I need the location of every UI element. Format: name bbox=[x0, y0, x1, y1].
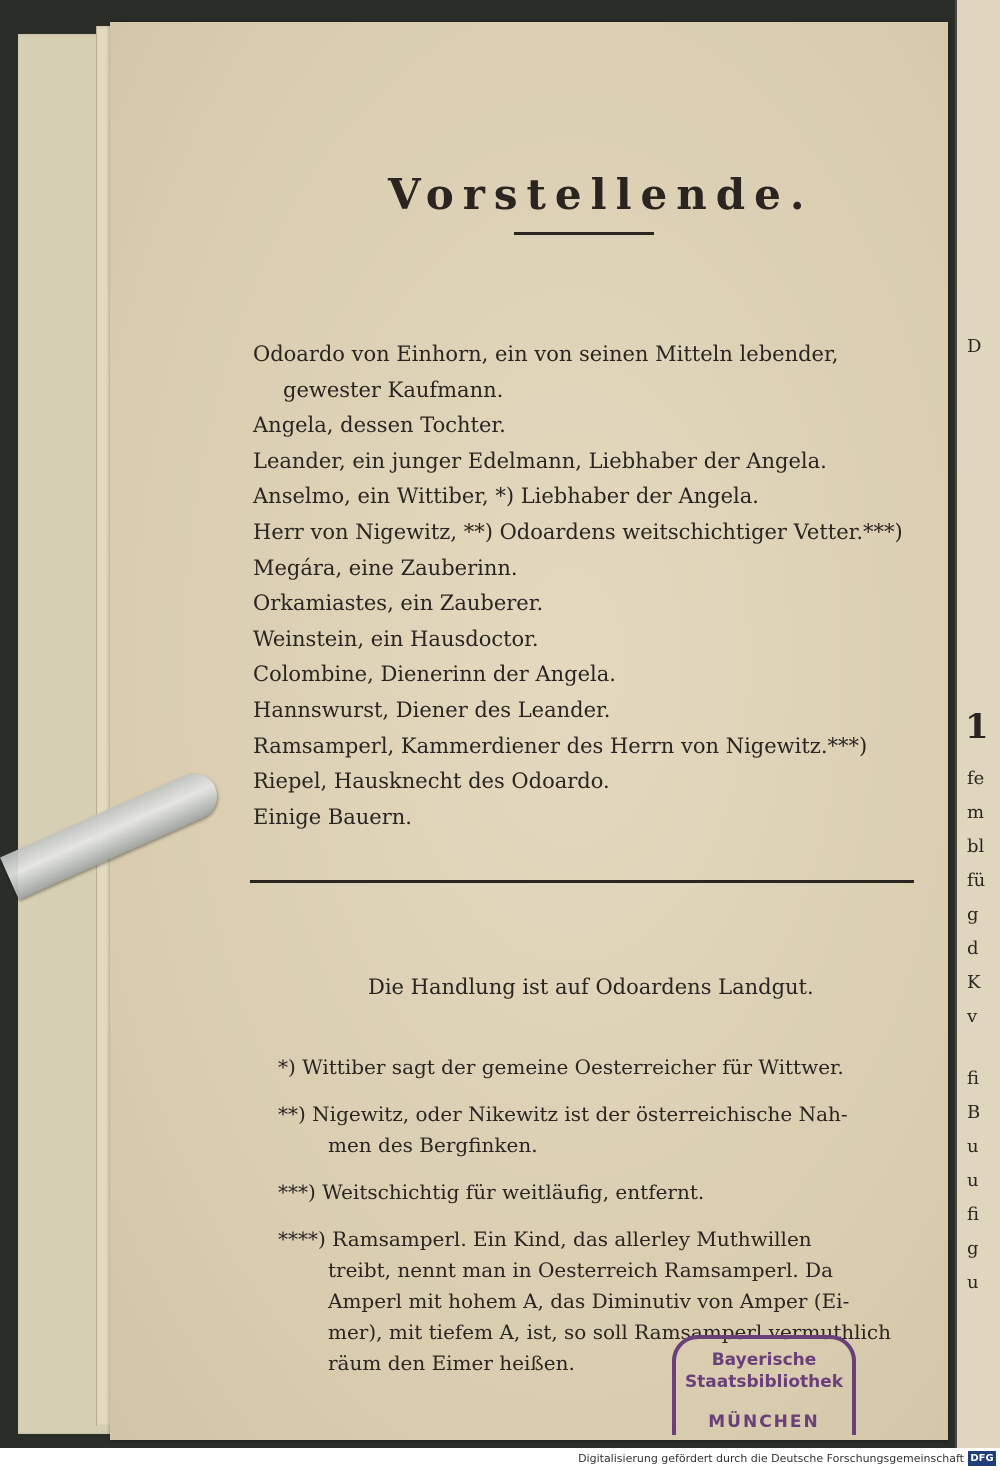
stamp-line: Bayerische bbox=[711, 1350, 817, 1370]
footnote-mark: ****) bbox=[278, 1227, 326, 1251]
facing-page-char: B bbox=[967, 1102, 981, 1123]
cast-entry: Einige Bauern. bbox=[253, 804, 412, 829]
footnote-text: Nigewitz, oder Nikewitz ist der österreichische Nah- bbox=[312, 1102, 848, 1126]
cast-entry: Riepel, Hausknecht des Odoardo. bbox=[253, 769, 610, 794]
page-title: Vorstellende. bbox=[388, 170, 814, 219]
footnote-text: Wittiber sagt der gemeine Oesterreicher für Wittwer. bbox=[302, 1055, 844, 1079]
footnote bbox=[278, 1099, 928, 1161]
cast-entry: Anselmo, ein Wittiber, *) Liebhaber der Angela. bbox=[253, 484, 759, 509]
cast-entry: Orkamiastes, ein Zauberer. bbox=[253, 591, 544, 616]
cast-entry: Ramsamperl, Kammerdiener des Herrn von Nigewitz.***) bbox=[253, 733, 868, 758]
footnote-continuation: treibt, nennt man in Oesterreich Ramsamperl. Da bbox=[328, 1258, 834, 1282]
facing-page-char: fi bbox=[967, 1068, 980, 1089]
cast-entry-continuation: gewester Kaufmann. bbox=[283, 377, 504, 402]
facing-page-char: v bbox=[967, 1006, 978, 1027]
cast-entry: Hannswurst, Diener des Leander. bbox=[253, 697, 611, 722]
scene-setting: Die Handlung ist auf Odoardens Landgut. bbox=[368, 975, 814, 999]
cast-entry: Odoardo von Einhorn, ein von seinen Mitteln lebender, bbox=[253, 342, 839, 366]
footnote-mark: *) bbox=[278, 1055, 296, 1079]
cast-entry: Angela, dessen Tochter. bbox=[253, 413, 506, 438]
facing-page-char: K bbox=[967, 972, 981, 993]
facing-page-edge bbox=[955, 0, 1000, 1448]
facing-page-char: u bbox=[967, 1136, 979, 1157]
footnote-continuation: mer), mit tiefem A, ist, so soll Ramsamperl vermuthlich bbox=[328, 1320, 891, 1344]
footnote bbox=[278, 1177, 928, 1208]
footnote-continuation: räum den Eimer heißen. bbox=[328, 1351, 575, 1375]
facing-page-char: u bbox=[967, 1170, 979, 1191]
facing-page-char: g bbox=[967, 904, 979, 925]
facing-page-char: fi bbox=[967, 1204, 980, 1225]
title-divider bbox=[514, 232, 654, 235]
cast-entry: Leander, ein junger Edelmann, Liebhaber der Angela. bbox=[253, 448, 827, 473]
footnote-continuation: men des Bergfinken. bbox=[328, 1133, 538, 1157]
cast-list bbox=[253, 337, 933, 835]
facing-page-char: 1 bbox=[965, 707, 989, 747]
cast-entry: Megára, eine Zauberinn. bbox=[253, 555, 518, 580]
book-page bbox=[110, 22, 948, 1440]
footnote-continuation: Amperl mit hohem A, das Diminutiv von Amper (Ei- bbox=[328, 1289, 850, 1313]
facing-page-char: fe bbox=[967, 768, 985, 789]
stamp-line: MÜNCHEN bbox=[708, 1412, 820, 1432]
facing-page-char: bl bbox=[967, 836, 985, 857]
footnote bbox=[278, 1052, 928, 1083]
facing-page-char: g bbox=[967, 1238, 979, 1259]
footnote-mark: **) bbox=[278, 1102, 306, 1126]
cast-entry: Herr von Nigewitz, **) Odoardens weitschichtiger Vetter.***) bbox=[253, 519, 903, 544]
cast-entry: Weinstein, ein Hausdoctor. bbox=[253, 626, 539, 651]
facing-page-char: fü bbox=[967, 870, 986, 891]
facing-page-char: D bbox=[967, 336, 982, 357]
footnote-text: Ramsamperl. Ein Kind, das allerley Muthwillen bbox=[332, 1227, 812, 1251]
footnote-mark: ***) bbox=[278, 1180, 316, 1204]
cast-entry: Colombine, Dienerinn der Angela. bbox=[253, 662, 616, 687]
stamp-line: Staatsbibliothek bbox=[684, 1372, 844, 1392]
footnote-text: Weitschichtig für weitläufig, entfernt. bbox=[322, 1180, 705, 1204]
digitization-credit: Digitalisierung gefördert durch die Deutsche Forschungsgemeinschaft bbox=[578, 1452, 964, 1465]
facing-page-char: d bbox=[967, 938, 979, 959]
facing-page-char: m bbox=[967, 802, 985, 823]
dfg-logo-icon: DFG bbox=[968, 1451, 996, 1466]
library-stamp bbox=[672, 1335, 856, 1435]
section-divider bbox=[250, 880, 914, 883]
facing-page-char: u bbox=[967, 1272, 979, 1293]
